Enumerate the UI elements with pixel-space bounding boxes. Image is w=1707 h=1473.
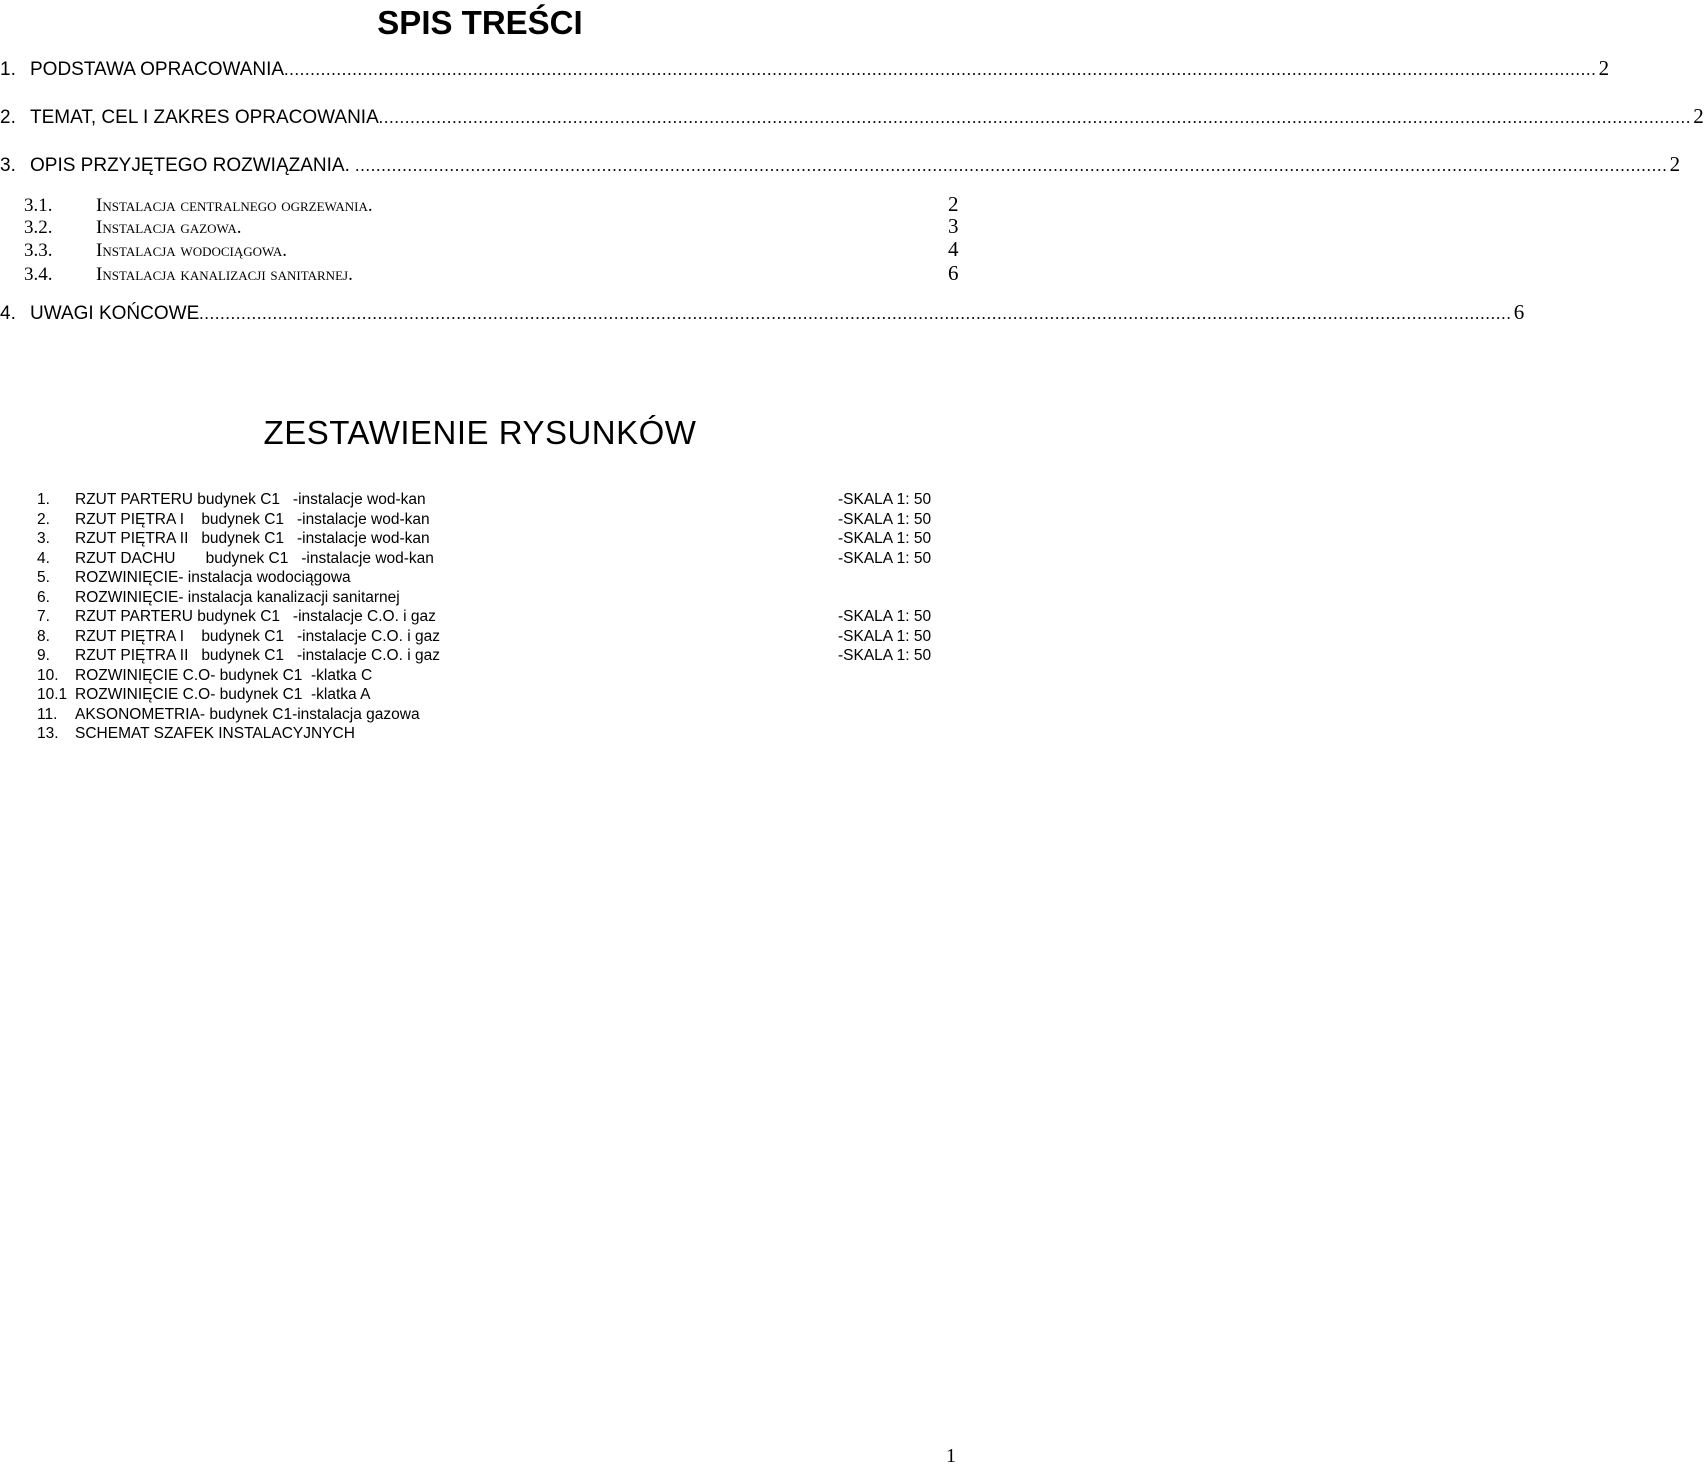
toc-subentry-page: 2 xyxy=(948,192,959,216)
drawing-number: 10.1 xyxy=(37,686,68,703)
drawing-description: RZUT PARTERU budynek C1 -instalacje C.O. i gaz xyxy=(75,608,436,625)
drawing-number: 10. xyxy=(37,667,59,684)
drawing-description: RZUT PIĘTRA I budynek C1 -instalacje wod-kan xyxy=(75,511,430,528)
toc-entry xyxy=(0,56,1610,82)
toc-entry-text: TEMAT, CEL I ZAKRES OPRACOWANIA xyxy=(30,107,379,128)
dot-leader: .......................................................................................................................................................................................................................................................... xyxy=(378,108,1692,127)
drawing-number: 8. xyxy=(37,628,50,645)
drawing-description: ROZWINIĘCIE- instalacja wodociągowa xyxy=(75,569,351,586)
drawing-scale: -SKALA 1: 50 xyxy=(838,628,932,645)
drawing-number: 13. xyxy=(37,725,59,742)
drawing-number: 4. xyxy=(37,550,50,567)
drawing-description: ROZWINIĘCIE C.O- budynek C1 -klatka A xyxy=(75,686,371,703)
drawing-number: 6. xyxy=(37,589,50,606)
toc-entry xyxy=(0,152,1681,178)
toc-entry-text: OPIS PRZYJĘTEGO ROZWIĄZANIA. xyxy=(30,155,350,176)
drawing-number: 9. xyxy=(37,647,50,664)
drawing-description: SCHEMAT SZAFEK INSTALACYJNYCH xyxy=(75,725,355,742)
toc-entry-number: 4. xyxy=(0,303,16,324)
toc-subentry-number: 3.3. xyxy=(24,240,53,261)
toc-title: SPIS TREŚCI xyxy=(377,4,583,41)
toc-subentry-number: 3.2. xyxy=(24,217,53,238)
toc-subentry-text: Instalacja kanalizacji sanitarnej. xyxy=(96,264,353,285)
toc-subentry-page: 4 xyxy=(948,237,959,261)
toc-entry-page: 2 xyxy=(1598,56,1610,80)
drawing-description: RZUT DACHU budynek C1 -instalacje wod-kan xyxy=(75,550,434,567)
toc-entry-page: 2 xyxy=(1693,104,1704,128)
drawing-scale: -SKALA 1: 50 xyxy=(838,608,932,625)
page-number: 1 xyxy=(946,1445,956,1467)
dot-leader: .......................................................................................................................................................................................................................................................... xyxy=(349,156,1668,175)
toc-subentry-page: 6 xyxy=(948,261,959,285)
drawing-scale: -SKALA 1: 50 xyxy=(838,530,932,547)
toc-subentry xyxy=(24,215,962,239)
toc-entry-number: 3. xyxy=(0,155,16,176)
drawing-description: RZUT PIĘTRA II budynek C1 -instalacje wod-kan xyxy=(75,530,430,547)
toc-entry-number: 2. xyxy=(0,107,16,128)
drawings-title: ZESTAWIENIE RYSUNKÓW xyxy=(263,414,697,451)
toc-subentry-text: Instalacja centralnego ogrzewania. xyxy=(96,195,373,216)
drawing-number: 7. xyxy=(37,608,50,625)
drawing-scale: -SKALA 1: 50 xyxy=(838,491,932,508)
drawing-description: RZUT PARTERU budynek C1 -instalacje wod-kan xyxy=(75,491,426,508)
drawing-number: 1. xyxy=(37,491,50,508)
drawing-scale: -SKALA 1: 50 xyxy=(838,511,932,528)
drawing-scale: -SKALA 1: 50 xyxy=(838,550,932,567)
drawing-number: 5. xyxy=(37,569,50,586)
toc-subentry-number: 3.4. xyxy=(24,264,53,285)
drawing-scale: -SKALA 1: 50 xyxy=(838,647,932,664)
toc-entry xyxy=(0,300,1525,326)
drawing-description: RZUT PIĘTRA II budynek C1 -instalacje C.O. i gaz xyxy=(75,647,440,664)
toc-entry-text: UWAGI KOŃCOWE xyxy=(30,303,200,324)
toc-entry-number: 1. xyxy=(0,59,16,80)
toc-subentry-number: 3.1. xyxy=(24,195,53,216)
toc-entry-text: PODSTAWA OPRACOWANIA xyxy=(30,59,285,80)
toc-subentry-page: 3 xyxy=(948,214,959,238)
toc-entry xyxy=(0,104,1704,130)
drawing-description: ROZWINIĘCIE C.O- budynek C1 -klatka C xyxy=(75,667,373,684)
dot-leader: .......................................................................................................................................................................................................................................................... xyxy=(284,60,1597,79)
toc-entry-page: 2 xyxy=(1669,152,1681,176)
drawing-number: 3. xyxy=(37,530,50,547)
drawing-description: AKSONOMETRIA- budynek C1-instalacja gazowa xyxy=(75,706,420,723)
drawing-number: 11. xyxy=(37,706,58,723)
toc-subentry xyxy=(24,193,962,217)
toc-subentry-text: Instalacja gazowa. xyxy=(96,217,242,238)
drawing-number: 2. xyxy=(37,511,50,528)
toc-subentry xyxy=(24,238,962,262)
toc-entry-page: 6 xyxy=(1513,300,1525,324)
drawing-description: ROZWINIĘCIE- instalacja kanalizacji sanitarnej xyxy=(75,589,400,606)
toc-subentry-text: Instalacja wodociągowa. xyxy=(96,240,287,261)
drawing-description: RZUT PIĘTRA I budynek C1 -instalacje C.O. i gaz xyxy=(75,628,440,645)
dot-leader: .......................................................................................................................................................................................................................................................... xyxy=(199,304,1512,323)
toc-subentry xyxy=(24,262,962,286)
